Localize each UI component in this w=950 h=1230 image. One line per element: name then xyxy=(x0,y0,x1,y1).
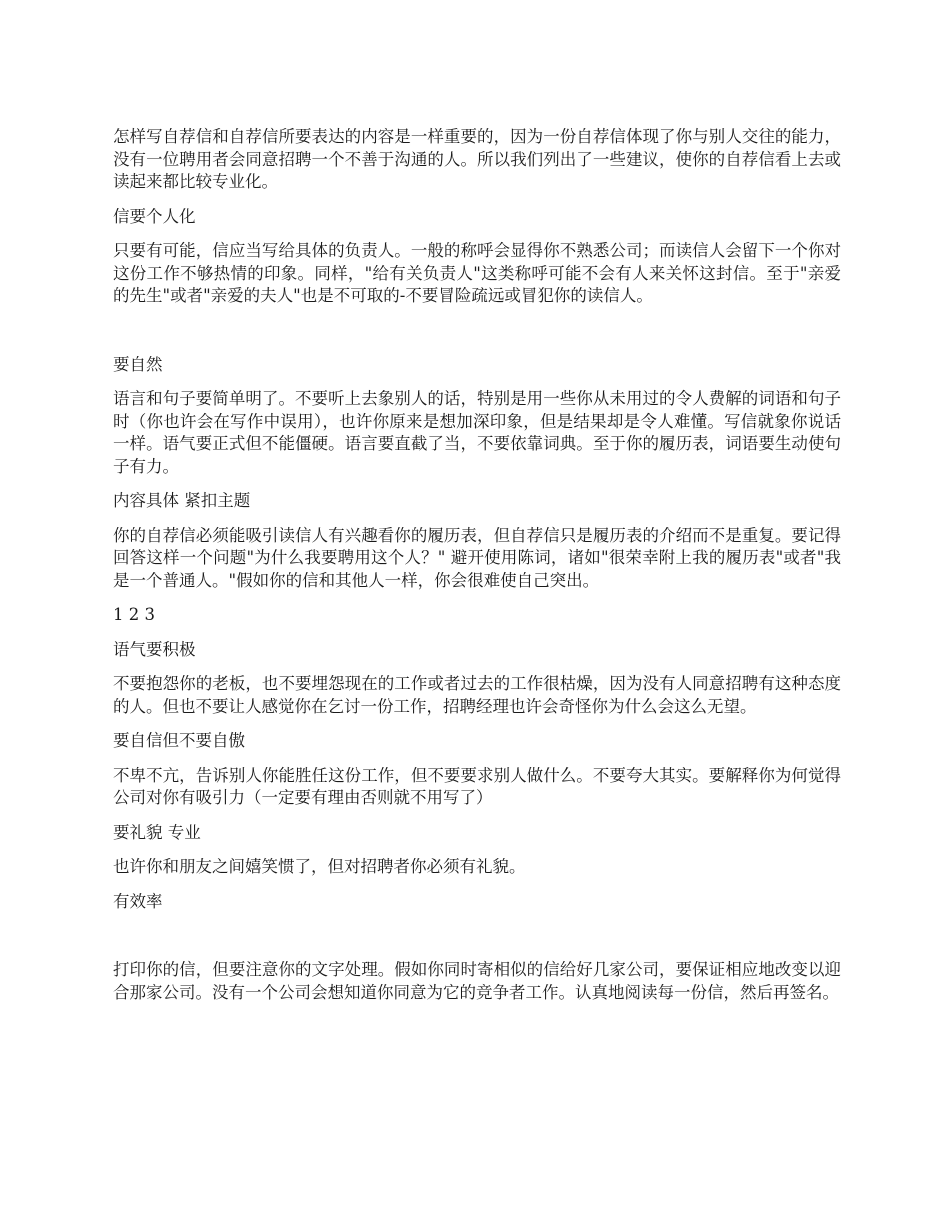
section-heading-natural: 要自然 xyxy=(113,354,163,374)
section-body-specific: 你的自荐信必须能吸引读信人有兴趣看你的履历表，但自荐信只是履历表的介绍而不是重复。要记得回答这样一个问题"为什么我要聘用这个人？" 避开使用陈词，诸如"很荣幸附上我的履历表"或者"我是一个普通人。"假如你的信和其他人一样，你会很难使自己突出。 xyxy=(113,525,841,590)
intro-paragraph: 怎样写自荐信和自荐信所要表达的内容是一样重要的，因为一份自荐信体现了你与别人交往的能力，没有一位聘用者会同意招聘一个不善于沟通的人。所以我们列出了一些建议，使你的自荐信看上去或读起来都比较专业化。 xyxy=(113,127,841,191)
section-body-confident: 不卑不亢，告诉别人你能胜任这份工作，但不要要求别人做什么。不要夸大其实。要解释你为何觉得公司对你有吸引力（一定要有理由否则就不用写了） xyxy=(113,765,841,807)
section-body-personalize: 只要有可能，信应当写给具体的负责人。一般的称呼会显得你不熟悉公司；而读信人会留下一个你对这份工作不够热情的印象。同样，"给有关负责人"这类称呼可能不会有人来关怀这封信。至于"亲爱的先生"或者"亲爱的夫人"也是不可取的-不要冒险疏远或冒犯你的读信人。 xyxy=(113,241,841,305)
section-heading-personalize: 信要个人化 xyxy=(113,206,196,226)
section-body-efficient: 打印你的信，但要注意你的文字处理。假如你同时寄相似的信给好几家公司，要保证相应地改变以迎合那家公司。没有一个公司会想知道你同意为它的竞争者工作。认真地阅读每一份信，然后再签名。 xyxy=(113,960,841,1002)
section-body-polite: 也许你和朋友之间嬉笑惯了，但对招聘者你必须有礼貌。 xyxy=(113,857,526,876)
section-heading-specific: 内容具体 紧扣主题 xyxy=(113,491,251,510)
page-numbers: 1 2 3 xyxy=(113,605,155,624)
section-heading-confident: 要自信但不要自傲 xyxy=(113,731,245,750)
section-heading-positive: 语气要积极 xyxy=(113,639,196,659)
section-body-natural: 语言和句子要简单明了。不要听上去象别人的话，特别是用一些你从未用过的令人费解的词语和句子时（你也许会在写作中误用），也许你原来是想加深印象，但是结果却是令人难懂。写信就象你说话一样。语气要正式但不能僵硬。语言要直截了当，不要依靠词典。至于你的履历表，词语要生动使句子有力。 xyxy=(113,389,841,476)
section-heading-polite: 要礼貌 专业 xyxy=(113,822,201,842)
spacer xyxy=(113,925,841,959)
section-heading-efficient: 有效率 xyxy=(113,891,163,911)
section-body-positive: 不要抱怨你的老板，也不要埋怨现在的工作或者过去的工作很枯燥，因为没有人同意招聘有这种态度的人。但也不要让人感觉你在乞讨一份工作，招聘经理也许会奇怪你为什么会这么无望。 xyxy=(113,674,841,716)
document-page xyxy=(113,126,841,1016)
spacer xyxy=(113,320,841,354)
